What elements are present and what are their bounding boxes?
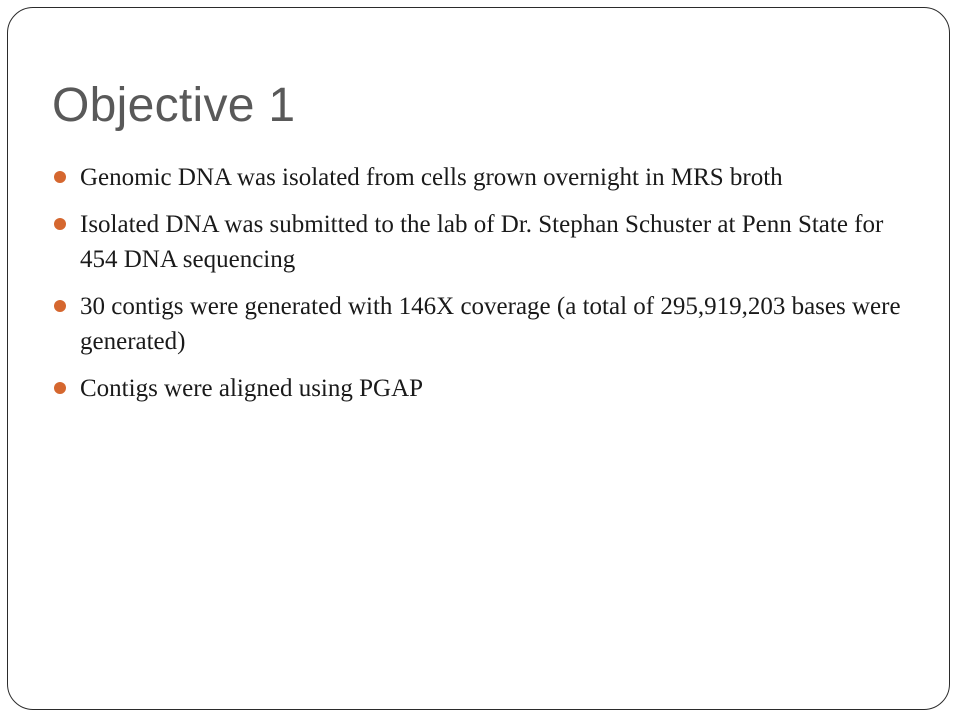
- bullet-item: [54, 207, 904, 277]
- bullet-text: Isolated DNA was submitted to the lab of Dr. Stephan Schuster at Penn State for 454 DNA sequencing: [80, 211, 884, 273]
- bullet-item: [54, 289, 904, 359]
- slide-title: Objective 1: [52, 79, 296, 132]
- bullet-text: Contigs were aligned using PGAP: [80, 375, 424, 402]
- bullet-dot-icon: [54, 382, 66, 394]
- bullet-text: 30 contigs were generated with 146X coverage (a total of 295,919,203 bases were generated): [80, 293, 901, 355]
- bullet-dot-icon: [54, 218, 66, 230]
- bullet-text: Genomic DNA was isolated from cells grown overnight in MRS broth: [80, 164, 783, 191]
- bullet-item: [54, 160, 904, 195]
- bullet-dot-icon: [54, 171, 66, 183]
- bullet-list: [54, 160, 904, 418]
- bullet-item: [54, 371, 904, 406]
- bullet-dot-icon: [54, 300, 66, 312]
